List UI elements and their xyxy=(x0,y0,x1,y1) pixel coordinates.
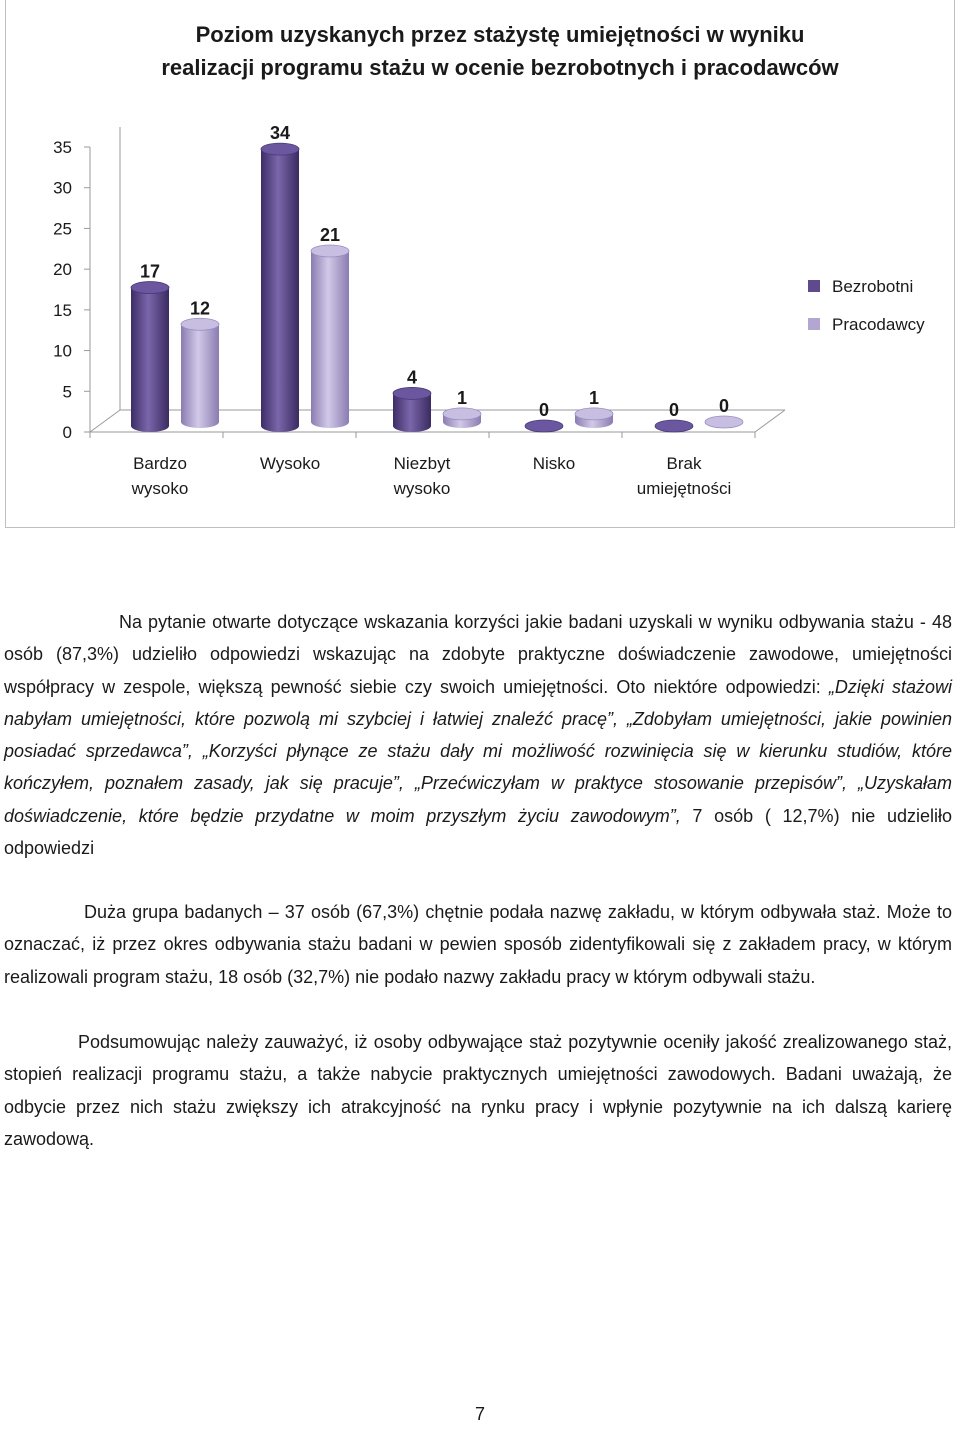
paragraph-benefits-intro: Na pytanie otwarte dotyczące wskazania korzyści jakie badani uzyskali w wyniku odbywania stażu - 48 osób (87,3%) udzieliło odpowiedzi wskazując na zdobyte praktyczne doświadczenie zawodowe, umiejętności współpracy w zespole, większą pewność siebie czy swoich umiejętności. Oto niektóre odpowiedzi: xyxy=(4,612,952,697)
paragraph-workplace xyxy=(4,896,952,993)
x-category-label-4-0: Brak xyxy=(666,454,702,473)
chart-title-line-1: Poziom uzyskanych przez stażystę umiejętności w wyniku xyxy=(195,22,805,47)
bar-bezrobotni-4 xyxy=(655,420,693,432)
y-tick-label-15: 15 xyxy=(53,300,72,320)
bar-bezrobotni-1 xyxy=(261,143,299,432)
paragraph-summary-text: Podsumowując należy zauważyć, iż osoby odbywające staż pozytywnie oceniły jakość zrealizowanego staż, stopień realizacji programu stażu, a także nabycie praktycznych umiejętności zawodowych. Badani uważają, że odbycie przez nich stażu zwiększy ich atrakcyjność na rynku pracy i wpłynie pozytywnie na ich dalszą karierę zawodową. xyxy=(4,1032,952,1149)
bar-pracodawcy-2 xyxy=(443,408,481,428)
data-label-bezrobotni-0: 17 xyxy=(139,261,161,282)
x-category-label-4-1: umiejętności xyxy=(636,479,732,498)
x-category-label-3-0: Nisko xyxy=(532,454,576,473)
paragraph-benefits-tail: 7 osób ( 12,7%) nie udzieliło odpowiedzi xyxy=(4,805,952,859)
data-label-bezrobotni-1: 34 xyxy=(269,123,291,144)
data-label-pracodawcy-1: 21 xyxy=(319,225,341,245)
paragraph-benefits xyxy=(4,606,952,864)
floor-right-edge xyxy=(755,410,785,432)
legend-label-pracodawcy: Pracodawcy xyxy=(832,315,925,334)
paragraph-benefits-quotes: „Dzięki stażowi nabyłam umiejętności, które pozwolą mi szybciej i łatwiej znaleźć pracę”, „Zdobyłam umiejętności, jakie powinien posiadać sprzedawca”, „Korzyści płynące ze stażu dały mi możliwość rozwinięcia się w kierunku studiów, które kończyłem, poznałem zasady, jak się pracuje”, „Przećwiczyłam w praktyce stosowanie przepisów”, „Uzyskałam doświadczenie, które będzie przydatne w moim przyszłym życiu zawodowym”, xyxy=(4,676,953,826)
x-category-label-2-1: wysoko xyxy=(393,479,451,498)
data-label-pracodawcy-4: 0 xyxy=(718,396,730,416)
x-category-label-2-0: Niezbyt xyxy=(393,454,451,473)
legend-swatch-pracodawcy xyxy=(808,318,820,330)
paragraph-summary xyxy=(4,1026,952,1155)
data-label-pracodawcy-0: 12 xyxy=(189,298,211,319)
legend-label-bezrobotni: Bezrobotni xyxy=(832,277,914,296)
y-tick-label-35: 35 xyxy=(53,138,72,157)
paragraph-workplace-text: Duża grupa badanych – 37 osób (67,3%) chętnie podała nazwę zakładu, w którym odbywała staż. Może to oznaczać, iż przez okres odbywania stażu badani w pewien sposób zidentyfikowali się z zakładem pracy, w którym realizowali program stażu, 18 osób (32,7%) nie podało nazwy zakładu pracy w którym odbywali stażu. xyxy=(4,902,952,987)
bar-bezrobotni-3 xyxy=(525,420,563,432)
y-tick-label-20: 20 xyxy=(53,260,72,280)
data-label-bezrobotni-3: 0 xyxy=(538,400,550,420)
bar-chart xyxy=(0,0,960,528)
bar-bezrobotni-0 xyxy=(131,282,169,432)
data-label-pracodawcy-3: 1 xyxy=(588,387,600,408)
x-category-label-0-1: wysoko xyxy=(131,479,189,498)
y-tick-label-25: 25 xyxy=(53,219,72,239)
y-tick-label-5: 5 xyxy=(62,382,72,402)
y-tick-label-0: 0 xyxy=(62,423,72,442)
bar-pracodawcy-0 xyxy=(181,318,219,428)
page-number: 7 xyxy=(474,1404,485,1424)
y-tick-label-10: 10 xyxy=(53,341,72,361)
bar-pracodawcy-3 xyxy=(575,408,613,428)
data-label-pracodawcy-2: 1 xyxy=(456,387,468,408)
data-label-bezrobotni-4: 0 xyxy=(668,400,680,420)
bar-pracodawcy-4 xyxy=(705,416,743,428)
bar-pracodawcy-1 xyxy=(311,245,349,428)
y-tick-label-30: 30 xyxy=(53,178,72,198)
data-label-bezrobotni-2: 4 xyxy=(406,367,418,388)
bar-bezrobotni-2 xyxy=(393,387,431,432)
chart-title-line-2: realizacji programu stażu w ocenie bezrobotnych i pracodawców xyxy=(161,55,839,80)
x-category-label-1-0: Wysoko xyxy=(259,454,321,473)
legend-swatch-bezrobotni xyxy=(808,280,820,292)
x-category-label-0-0: Bardzo xyxy=(133,454,187,473)
floor-left-edge xyxy=(90,410,120,432)
